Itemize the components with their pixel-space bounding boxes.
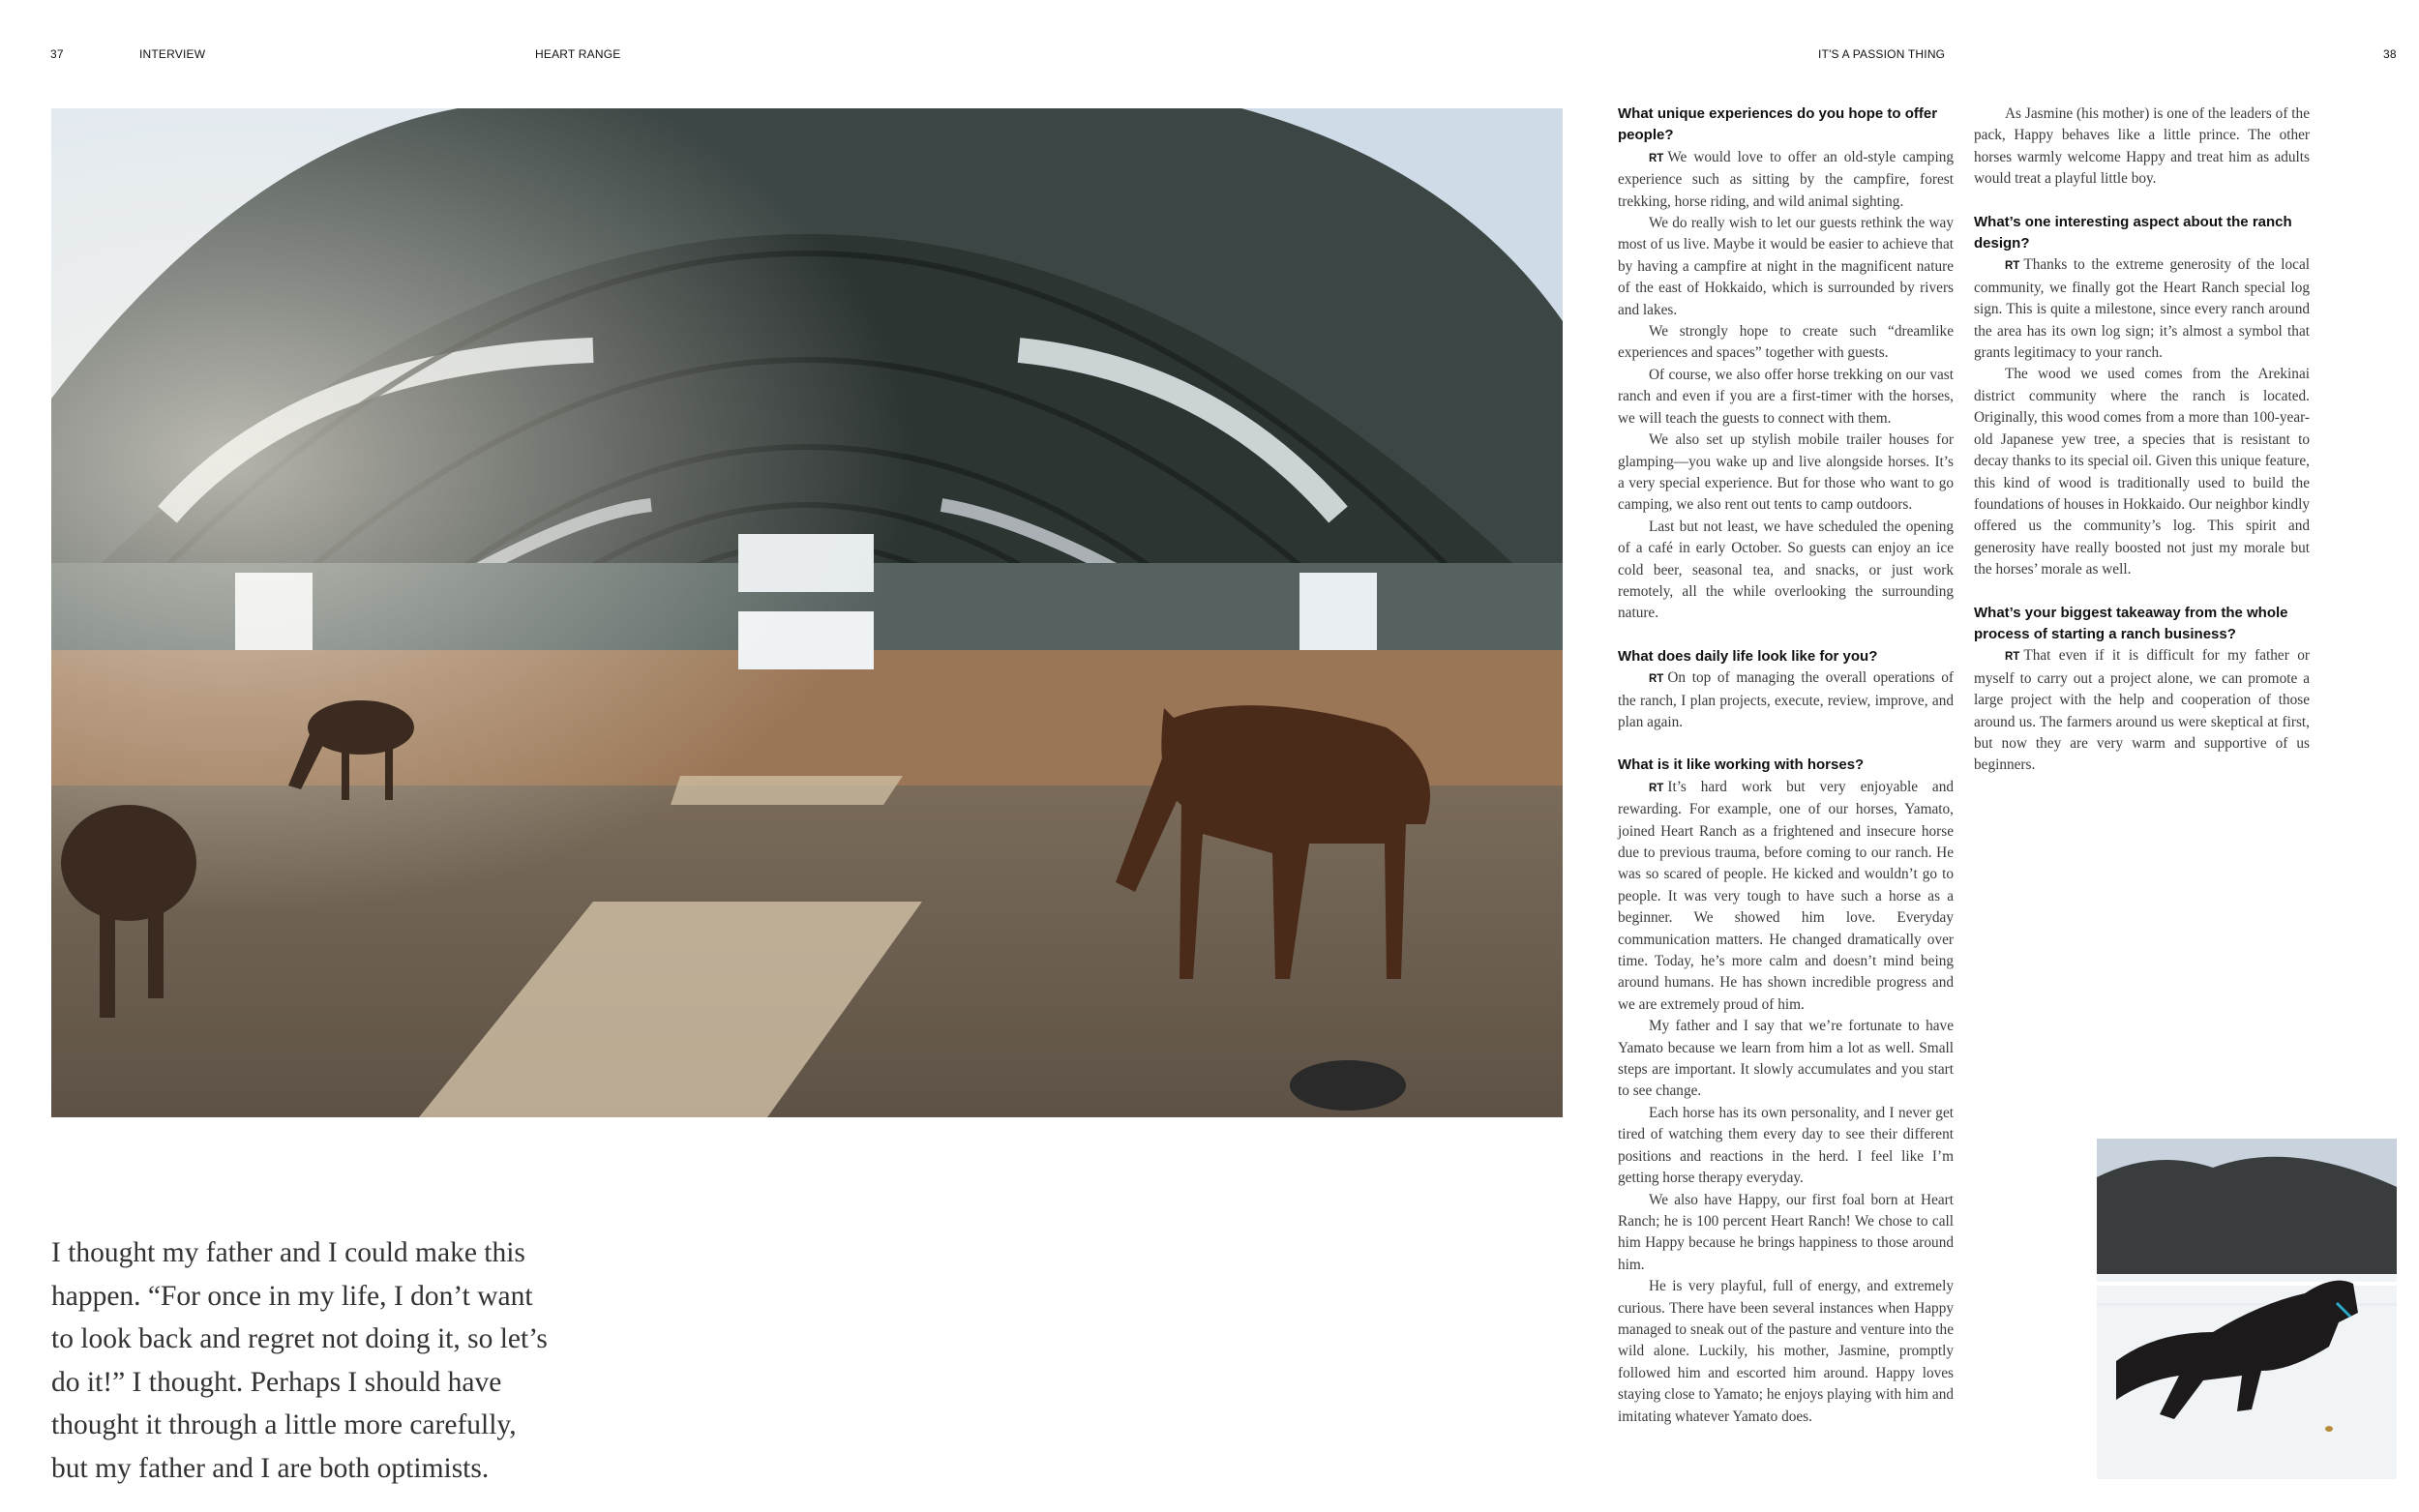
answer-paragraph: We strongly hope to create such “dreamlike experiences and spaces” together with guests.: [1618, 323, 1954, 362]
speaker-initials: RT: [2005, 651, 2020, 664]
speaker-initials: RT: [2005, 260, 2020, 273]
question-heading: What does daily life look like for you?: [1618, 647, 1878, 665]
speaker-initials: RT: [1649, 782, 1664, 794]
answer-paragraph: RT On top of managing the overall operations of the ranch, I plan projects, execute, review, improve, and plan again.: [1618, 669, 1954, 730]
pull-quote: [51, 1231, 593, 1491]
pull-quote-line: I thought my father and I could make this: [51, 1237, 525, 1268]
question-heading: What’s your biggest takeaway from the whole process of starting a ranch business?: [1974, 604, 2288, 642]
answer-paragraph: We also set up stylish mobile trailer houses for glamping—you wake up and live alongside horses. It’s a very special experience. But for those who want to go camping, we also rent out tents to camp outdoors.: [1618, 431, 1954, 514]
answer-paragraph: The wood we used comes from the Arekinai district community where the ranch is located. Originally, this wood comes from a more than 100-year-old Japanese yew tree, a species that is resistant to decay thanks to its special oil. Given this unique feature, this kind of wood is traditionally used to build the foundations of houses in Hokkaido. Our neighbor kindly offered us the community’s log. This spirit and generosity have really boosted not just my morale but the horses’ morale as well.: [1974, 366, 2310, 578]
speaker-initials: RT: [1649, 152, 1664, 164]
page-number-right: 38: [2383, 47, 2397, 61]
pull-quote-line: do it!” I thought. Perhaps I should have: [51, 1366, 502, 1398]
answer-paragraph: Each horse has its own personality, and I never get tired of watching them every day to see their different positions and reactions in the herd. I feel like I’m getting horse therapy everyday.: [1618, 1104, 1954, 1187]
answer-paragraph: We also have Happy, our first foal born at Heart Ranch; he is 100 percent Heart Ranch! We chose to call him Happy because he brings happiness to those around him.: [1618, 1191, 1954, 1273]
page-number-left: 37: [50, 47, 64, 61]
answer-paragraph: RT Thanks to the extreme generosity of the local community, we finally got the Heart Ranch special log sign. This is quite a milestone, since every ranch around the area has its own log sign; it’s almost a symbol that grants legitimacy to your ranch.: [1974, 256, 2310, 362]
pull-quote-line: to look back and regret not doing it, so let’s: [51, 1323, 548, 1355]
question-heading: What’s one interesting aspect about the ranch design?: [1974, 213, 2292, 252]
answer-paragraph: As Jasmine (his mother) is one of the leaders of the pack, Happy behaves like a little prince. The other horses warmly welcome Happy and treat him as adults would treat a playful little boy.: [1974, 105, 2310, 188]
article-column-2: [1974, 104, 2310, 777]
pull-quote-line: but my father and I are both optimists.: [51, 1452, 490, 1484]
question-heading: What is it like working with horses?: [1618, 756, 1865, 774]
answer-paragraph: RT It’s hard work but very enjoyable and rewarding. For example, one of our horses, Yamato, joined Heart Ranch as a frightened and insecure horse due to previous trauma, before coming to our ranch. He was so scared of people. He kicked and wouldn’t go to people. It was very tough to have such a horse as a beginner. We showed him love. Everyday communication matters. He changed dramatically over time. Today, he’s more calm and doesn’t mind being around humans. He has shown incredible progress and we are extremely proud of him.: [1618, 778, 1954, 1013]
section-label: INTERVIEW: [139, 47, 206, 61]
answer-paragraph: RT We would love to offer an old-style camping experience such as sitting by the campfire, forest trekking, horse riding, and wild animal sighting.: [1618, 148, 1954, 210]
answer-paragraph: My father and I say that we’re fortunate to have Yamato because we learn from him a lot as well. Small steps are important. It slowly accumulates and you start to see change.: [1618, 1018, 1954, 1100]
arena-photo: [51, 108, 1563, 1117]
pull-quote-line: happen. “For once in my life, I don’t want: [51, 1280, 533, 1312]
snow-horse-photo: [2097, 1139, 2397, 1479]
answer-paragraph: Of course, we also offer horse trekking on our vast ranch and even if you are a first-timer with the horses, we will teach the guests to connect with them.: [1618, 366, 1954, 427]
running-title-right: IT'S A PASSION THING: [1818, 47, 1946, 61]
running-title-left: HEART RANGE: [535, 47, 621, 61]
answer-paragraph: We do really wish to let our guests rethink the way most of us live. Maybe it would be easier to achieve that by having a campfire at night in the magnificent nature of the east of Hokkaido, which is surrounded by rivers and lakes.: [1618, 215, 1954, 318]
speaker-initials: RT: [1649, 673, 1664, 686]
question-heading: What unique experiences do you hope to offer people?: [1618, 105, 1938, 144]
article-column-1: [1618, 104, 1954, 1428]
answer-paragraph: He is very playful, full of energy, and extremely curious. There have been several instances when Happy managed to sneak out of the pasture and venture into the wild alone. Luckily, his mother, Jasmine, promptly followed him and escorted him around. Happy loves staying close to Yamato; he enjoys playing with him and imitating whatever Yamato does.: [1618, 1278, 1954, 1425]
answer-paragraph: RT That even if it is difficult for my father or myself to carry out a project alone, we can promote a large project with the help and cooperation of those around us. The farmers around us were skeptical at first, but now they are very warm and supportive of us beginners.: [1974, 647, 2310, 774]
answer-paragraph: Last but not least, we have scheduled the opening of a café in early October. So guests can enjoy an ice cold beer, seasonal tea, and snacks, or just work remotely, all the while overlooking the surrounding nature.: [1618, 518, 1954, 622]
pull-quote-line: thought it through a little more carefully,: [51, 1409, 517, 1441]
